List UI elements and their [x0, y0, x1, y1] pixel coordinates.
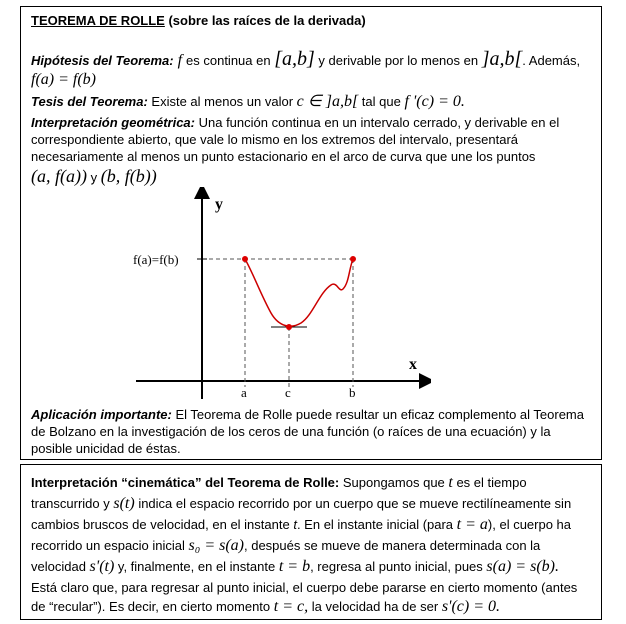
kinematic-interpretation-box: [20, 464, 602, 620]
interp-line-4: (a, f(a)) y (b, f(b)): [31, 166, 157, 186]
kin-line-3: cambios bruscos de velocidad, en el instante t. En el instante inicial (para t = a), el cuerpo ha: [31, 516, 572, 533]
hipotesis-label: Hipótesis del Teorema:: [31, 53, 174, 68]
kin-line-7: de “recular”). Es decir, en cierto momento t = c, la velocidad ha de ser s'(c) = 0.: [31, 598, 501, 615]
interp-line-2: correspondiente abierto, que vale lo mismo en los extremos del intervalo, presentará: [31, 132, 519, 147]
aplicacion-line-3: posible unicidad de éstas.: [31, 441, 181, 456]
rolle-graph: [131, 187, 431, 402]
tesis-line: Tesis del Teorema: Existe al menos un valor c ∈ ]a,b[ tal que f '(c) = 0.: [31, 93, 465, 110]
point-b: [350, 256, 356, 262]
hipotesis-line: Hipótesis del Teorema: f es continua en [a,b] y derivable por lo menos en ]a,b[. Además,: [31, 48, 581, 70]
point-c: [286, 324, 292, 330]
tesis-label: Tesis del Teorema:: [31, 94, 148, 109]
kin-line-5: velocidad s'(t) y, finalmente, en el instante t = b, regresa al punto inicial, pues s(a) = s(b).: [31, 558, 559, 575]
a-tick-label: a: [241, 385, 247, 400]
interp-line-3: necesariamente al menos un punto estacionario en el arco de curva que une los puntos: [31, 149, 536, 164]
point-a: [242, 256, 248, 262]
hipotesis-condition: f(a) = f(b): [31, 71, 96, 88]
fa-equals-fb-label: f(a)=f(b): [133, 252, 179, 267]
title-suffix: (sobre las raíces de la derivada): [164, 13, 366, 28]
aplicacion-line-1: Aplicación importante: El Teorema de Rolle puede resultar un eficaz complemento al Teorema: [31, 407, 584, 422]
page-title: TEOREMA DE ROLLE: [31, 13, 165, 28]
interp-line-1: Interpretación geométrica: Una función continua en un intervalo cerrado, y derivable en el: [31, 115, 560, 130]
b-tick-label: b: [349, 385, 356, 400]
aplicacion-line-2: de Bolzano en la investigación de los ceros de una función (o raíces de una ecuación) y la: [31, 424, 551, 439]
aplicacion-label: Aplicación importante:: [31, 407, 172, 422]
kin-line-4: recorrido un espacio inicial s₀ = s(a), después se mueve de manera determinada con la: [31, 537, 541, 554]
x-axis-label: x: [409, 356, 417, 373]
y-axis-label: y: [215, 196, 223, 213]
c-tick-label: c: [285, 385, 291, 400]
kin-line-1: Interpretación “cinemática” del Teorema de Rolle: Supongamos que t es el tiempo: [31, 474, 527, 491]
title-line: [31, 13, 366, 29]
function-curve: [245, 259, 353, 326]
interp-label: Interpretación geométrica:: [31, 115, 195, 130]
kin-line-2: transcurrido y s(t) indica el espacio recorrido por un cuerpo que se mueve rectilíneamente sin: [31, 495, 572, 512]
kin-line-6: Está claro que, para regresar al punto inicial, el cuerpo debe pararse en cierto momento (antes: [31, 580, 578, 595]
kin-label: Interpretación “cinemática” del Teorema de Rolle:: [31, 475, 340, 490]
rolle-theorem-box: [20, 6, 602, 460]
